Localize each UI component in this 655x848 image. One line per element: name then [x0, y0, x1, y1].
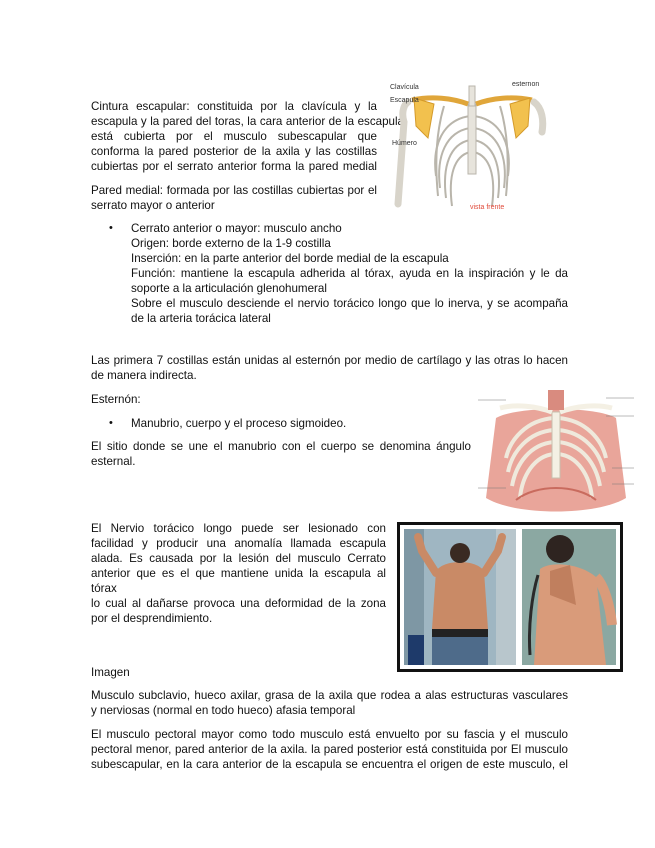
text-line: de manera indirecta. [91, 369, 197, 382]
label-clavicula: Clavícula [390, 84, 419, 91]
text-line: facilidad y producir una anomalía llamada escapula [91, 537, 386, 550]
text-line: Sobre el musculo desciende el nervio torácico longo que lo inerva, y se acompaña [131, 297, 568, 310]
text-line: Las primera 7 costillas están unidas al esternón por medio de cartílago y las otras lo hacen [91, 354, 568, 367]
label-vista-frente: vista frente [470, 204, 505, 211]
paragraph-musculo-subclavio [91, 688, 568, 718]
paragraph-angulo-esternal [91, 439, 471, 469]
text-line: Inserción: en la parte anterior del borde medial de la escapula [131, 252, 449, 265]
text-line: El musculo pectoral mayor como todo musculo está envuelto por su fascia y el musculo [91, 728, 568, 741]
bullet-dot-icon: • [109, 417, 113, 429]
text-line: Pared medial: formada por las costillas cubiertas por el [91, 184, 377, 197]
text-line: Cerrato anterior o mayor: musculo ancho [131, 222, 342, 235]
figure-escapula-alada-photos [397, 522, 623, 672]
figure-cintura-escapular [362, 76, 562, 218]
text-line: Cintura escapular: constituida por la clavícula y la [91, 100, 377, 113]
heading-esternon: Esternón: [91, 393, 141, 406]
text-line: serrato mayor o anterior [91, 199, 215, 212]
text-line: anterior que es el que mantiene unida la escapula al tórax [91, 567, 386, 595]
text-line: Manubrio, cuerpo y el proceso sigmoideo. [131, 417, 347, 430]
label-humero: Húmero [392, 140, 417, 147]
text-line: escapula y la pared del toras, la cara anterior de la escapula [91, 115, 404, 128]
text-line: El Nervio torácico longo puede ser lesionado con [91, 522, 386, 535]
figure-esternon-torax [476, 388, 636, 523]
text-line: pectoral menor, pared anterior de la axila. la pared posterior está constituida por El musculo [91, 743, 568, 756]
text-line: soporte a la articulación glenohumeral [131, 282, 327, 295]
text-line: Origen: borde externo de la 1-9 costilla [131, 237, 331, 250]
text-line: cubiertas por el serrato anterior forma la pared medial [91, 160, 377, 173]
text-line: por el desprendimiento. [91, 612, 213, 625]
text-line: subescapular, en la cara anterior de la escapula se encuentra el origen de este musculo, el [91, 758, 568, 771]
paragraph-pared-medial [91, 183, 377, 213]
text-line: está cubierta por el musculo subescapular que [91, 130, 377, 143]
paragraph-escapula-alada [91, 521, 386, 626]
text-line: alada. Es causada por la lesión del musculo Cerrato [91, 552, 386, 565]
text-line: Función: mantiene la escapula adherida al tórax, ayuda en la inspiración y le da [131, 267, 568, 280]
text-line: esternal. [91, 455, 136, 468]
text-line: de la arteria torácica lateral [131, 312, 271, 325]
text-line: Musculo subclavio, hueco axilar, grasa de la axila que rodea a alas estructuras vasculares [91, 689, 568, 702]
heading-imagen: Imagen [91, 666, 130, 679]
winged-scapula-photos [400, 525, 620, 669]
bullet-esternon [109, 416, 347, 431]
bullet-dot-icon: • [109, 222, 113, 234]
text-line: El sitio donde se une el manubrio con el cuerpo se denomina ángulo [91, 440, 471, 453]
label-esternon: esternon [512, 81, 540, 88]
text-line: y nerviosas (normal en todo hueco) afasia temporal [91, 704, 356, 717]
bullet-serrato-anterior [109, 221, 568, 326]
paragraph-costillas [91, 353, 568, 383]
thorax-illustration [476, 388, 636, 523]
paragraph-pectoral-mayor [91, 727, 568, 772]
label-escapula: Escapula [390, 97, 419, 104]
text-line: conforma la pared posterior de la axila y las costillas [91, 145, 377, 158]
text-line: lo cual al dañarse provoca una deformidad de la zona [91, 597, 386, 610]
paragraph-cintura-escapular [91, 99, 404, 174]
